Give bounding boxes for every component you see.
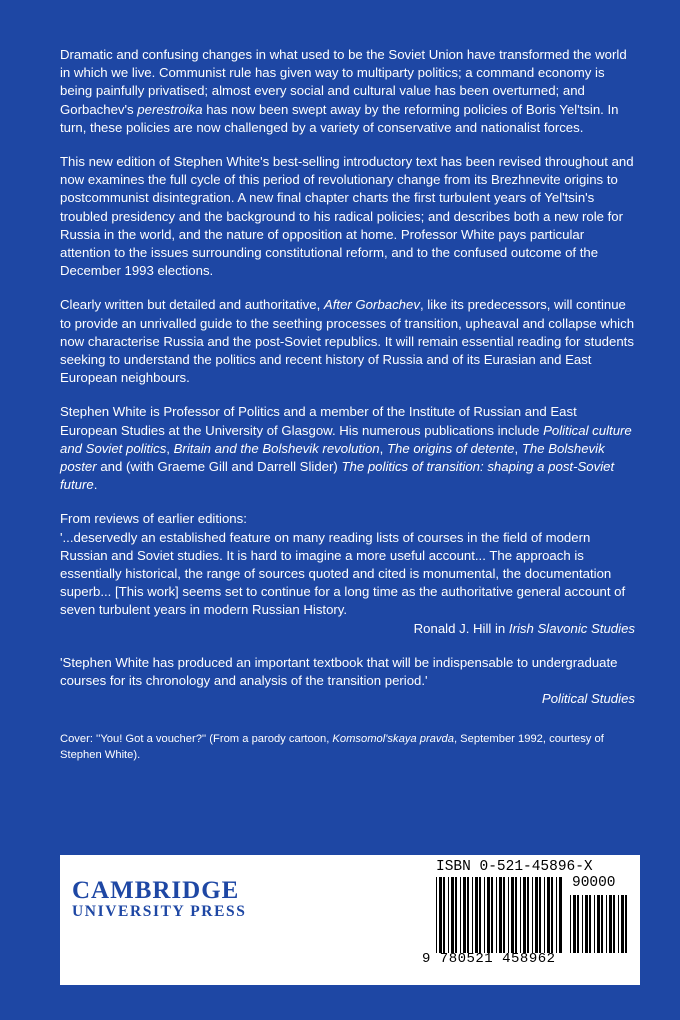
italic-source: Irish Slavonic Studies [508, 620, 635, 636]
logo-line-2: UNIVERSITY PRESS [72, 903, 247, 920]
review-quote: '...deservedly an established feature on many reading lists of courses in the field of modern Russian and Soviet studies. It is hard to imagine a more useful account... The approach is essentially historical, the range of sources quoted and cited is monumental, the documentation superb... [This work] seems set to continue for a long time as the authoritative general account of seven turbulent years in modern Russian History. [60, 529, 626, 618]
text: Stephen White is Professor of Politics and a member of the Institute of Russian and East European Studies at the University of Glasgow. His numerous publications include [60, 404, 577, 438]
text: , [166, 440, 174, 456]
italic-title: The politics of transition: shaping a post-Soviet future [60, 459, 615, 493]
text: , September 1992, courtesy of Stephen White). [60, 733, 604, 761]
review-attribution [60, 620, 635, 638]
paragraph-review-1 [60, 510, 635, 637]
addon-barcode-icon [570, 895, 632, 953]
price-code: 90000 [572, 875, 616, 891]
paragraph-review-2 [60, 654, 635, 709]
back-cover-blurb [60, 46, 635, 725]
barcode-icon [436, 877, 564, 953]
italic-title: After Gorbachev [323, 297, 420, 313]
text: . [93, 477, 98, 493]
paragraph-summary [60, 296, 635, 387]
italic-title: Political culture and Soviet politics [60, 422, 632, 456]
italic-title: Komsomol'skaya pravda [332, 733, 454, 745]
italic-title: perestroika [137, 101, 203, 117]
logo-line-1: CAMBRIDGE [72, 877, 240, 904]
publisher-logo [72, 877, 246, 921]
italic-title: Britain and the Bolshevik revolution [173, 440, 380, 456]
text: Dramatic and confusing changes in what used to be the Soviet Union have transformed the world in which we live. Communist rule has given way to multiparty politics; a command economy is being painfully privatised; almost every social and cultural value has been overturned; and Gorbachev's [60, 47, 627, 117]
text: , like its predecessors, will continue to provide an unrivalled guide to the seething processes of transition, upheaval and collapse which now characterise Russia and the post-Soviet republics. It will remain essential reading for students seeking to understand the politics and recent history of Russia and of its Eurasian and East European neighbours. [60, 297, 635, 386]
text: , [514, 440, 522, 456]
italic-title: The Bolshevik poster [60, 440, 605, 475]
paragraph-new-edition: This new edition of Stephen White's best-selling introductory text has been revised throughout and now examines the full cycle of this period of revolutionary change from its Brezhnevite origins to postcommunist disintegration. A new final chapter charts the first turbulent years of Yel'tsin's troubled presidency and the background to his radical policies; and describes both a new role for Russia in the world, and the nature of opposition at home. Professor White pays particular attention to the issues surrounding constitutional reform, and to the confused outcome of the December 1993 elections. [60, 154, 634, 279]
isbn-text: ISBN 0-521-45896-X [436, 859, 593, 875]
text: , [379, 440, 387, 456]
text: has now been swept away by the reforming policies of Boris Yel'tsin. In turn, these policies are now challenged by a variety of conservative and nationalist forces. [60, 101, 619, 135]
text: and (with Graeme Gill and Darrell Slider) [96, 459, 342, 475]
publisher-panel [60, 855, 640, 985]
text: Ronald J. Hill in [413, 620, 509, 636]
cover-credit [60, 731, 635, 763]
review-attribution: Political Studies [541, 691, 635, 707]
text: Cover: ''You! Got a voucher?'' (From a parody cartoon, [60, 733, 333, 745]
ean-number: 9 780521 458962 [422, 951, 556, 967]
italic-title: The origins of detente [386, 440, 515, 456]
review-quote: 'Stephen White has produced an important textbook that will be indispensable to undergraduate courses for its chronology and analysis of the transition period.' [60, 654, 618, 689]
paragraph-intro [60, 46, 635, 137]
reviews-intro: From reviews of earlier editions: [60, 511, 247, 527]
paragraph-author-bio [60, 403, 635, 494]
text: Clearly written but detailed and authoritative, [60, 297, 324, 313]
